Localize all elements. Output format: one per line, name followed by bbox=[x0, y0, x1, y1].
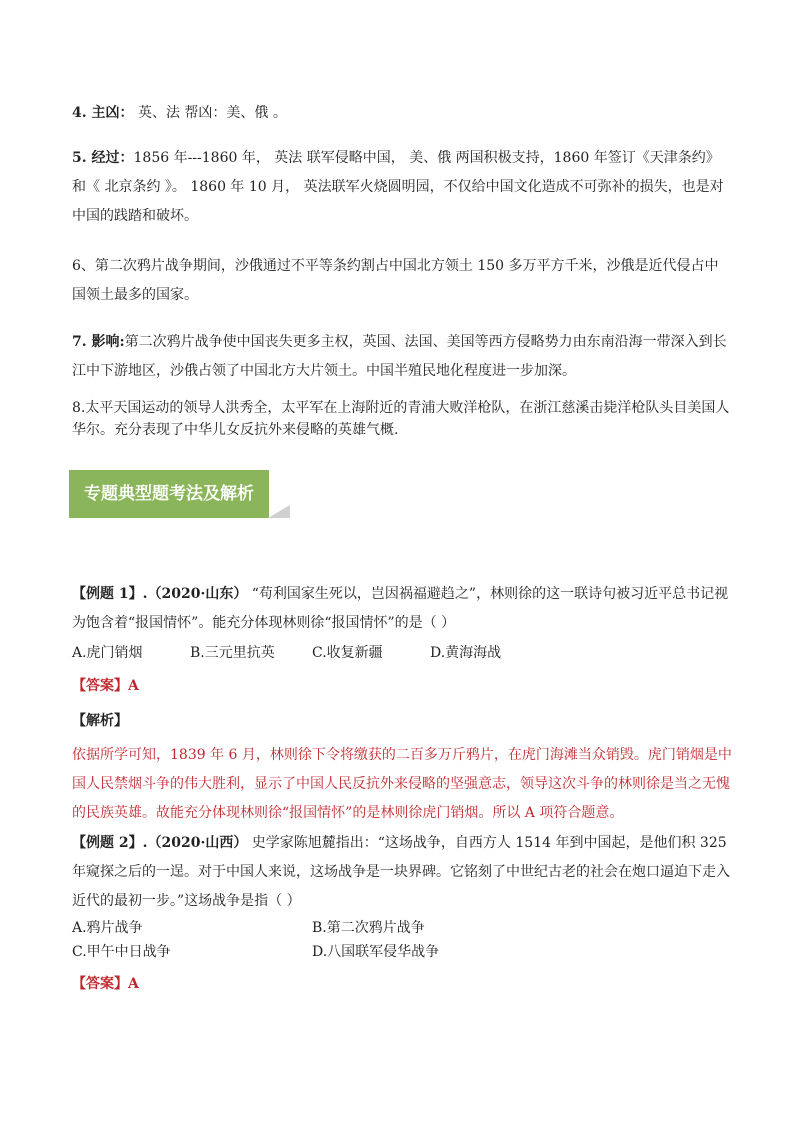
example-1-stem bbox=[72, 580, 732, 638]
item-7-label: 7. 影响: bbox=[72, 334, 125, 350]
example-2-option-c: C.甲午中日战争 bbox=[72, 944, 171, 960]
example-2-option-a: A.鸦片战争 bbox=[72, 920, 143, 936]
item-8: 8.太平天国运动的领导人洪秀全，太平军在上海附近的青浦大败洋枪队，在浙江慈溪击毙洋枪队头目美国人华尔。充分表现了中华儿女反抗外来侵略的英雄气概. bbox=[72, 400, 730, 438]
example-2-stem bbox=[72, 829, 732, 916]
example-1-analysis-pre: 依据所学可知， bbox=[72, 747, 170, 763]
item-6: 6、第二次鸦片战争期间，沙俄通过不平等条约割占中国北方领土 150 多万平方千米，沙俄是近代侵占中国领土最多的国家。 bbox=[72, 258, 719, 303]
section-banner bbox=[69, 470, 289, 518]
example-2-label: 【例题 2】.（2020·山西） bbox=[72, 835, 248, 851]
example-1-text: “苟利国家生死以，岂因祸福避趋之”，林则徐的这一联诗句被习近平总书记视为饱含着“报国情怀”。能充分体现林则徐“报国情怀”的是（ ） bbox=[72, 586, 729, 631]
example-2-option-b: B.第二次鸦片战争 bbox=[312, 920, 425, 936]
example-2-option-d: D.八国联军侵华战争 bbox=[312, 944, 440, 960]
item-7-body: 第二次鸦片战争使中国丧失更多主权，英国、法国、美国等西方侵略势力由东南沿海一带深入到长江中下游地区，沙俄占领了中国北方大片领土。中国半殖民地化程度进一步加深。 bbox=[72, 334, 727, 379]
example-1-answer: 【答案】A bbox=[72, 678, 139, 694]
example-1-label: 【例题 1】.（2020·山东） bbox=[72, 586, 248, 602]
example-1-option-d: D.黄海海战 bbox=[430, 645, 502, 661]
example-1-option-c: C.收复新疆 bbox=[312, 645, 383, 661]
item-5-label: 5. 经过： bbox=[72, 150, 134, 166]
item-4-body: 英、法 帮凶：美、俄 。 bbox=[133, 105, 287, 121]
item-4 bbox=[72, 99, 732, 128]
item-5-body: 1856 年---1860 年， 英法 联军侵略中国， 美、俄 两国积极支持，1860 年签订《天津条约》和《 北京条约 》。 1860 年 10 月， 英法联军火烧圆明园，不仅给中国文化造成不可弥补的损失，也是对中国的践踏和破坏。 bbox=[72, 150, 724, 224]
example-2-answer: 【答案】A bbox=[72, 976, 139, 992]
example-1-option-b: B.三元里抗英 bbox=[190, 645, 275, 661]
item-5 bbox=[72, 144, 732, 231]
banner-fold-decoration bbox=[268, 505, 290, 518]
item-4-label: 4. 主凶： bbox=[72, 105, 134, 121]
example-1-analysis-body: ，林则徐下令将缴获的二百多万斤鸦片，在虎门海滩当众销毁。虎门销烟是中国人民禁烟斗争的伟大胜利，显示了中国人民反抗外来侵略的坚强意志，领导这次斗争的林则徐是当之无愧的民族英雄。故能充分体现林则徐“报国情怀”的是林则徐虎门销烟。所以 A 项符合题意。 bbox=[72, 747, 732, 821]
example-1-analysis-date: 1839 年 6 月 bbox=[170, 747, 256, 763]
example-1-option-a: A.虎门销烟 bbox=[72, 645, 143, 661]
item-7 bbox=[72, 328, 732, 386]
example-1-analysis-label: 【解析】 bbox=[72, 713, 128, 729]
example-1-analysis bbox=[72, 741, 732, 828]
section-banner-title: 专题典型题考法及解析 bbox=[69, 470, 269, 518]
example-2-text: 史学家陈旭麓指出：“这场战争，自西方人 1514 年到中国起，是他们积 325 年窥探之后的一逞。对于中国人来说，这场战争是一块界碑。它铭刻了中世纪古老的社会在炮口逼迫下走入近代的最初一步。”这场战争是指（ ） bbox=[72, 835, 730, 909]
